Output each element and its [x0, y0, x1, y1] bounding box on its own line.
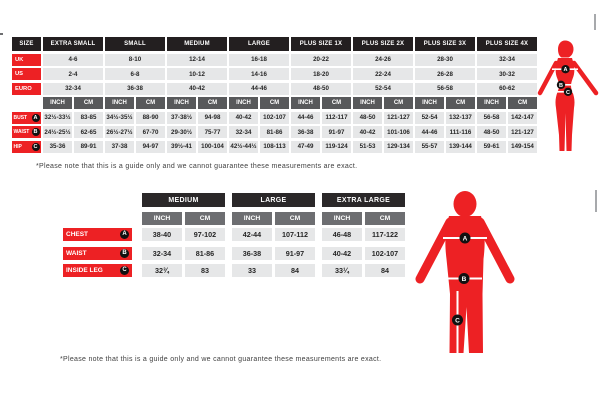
measure-value-cell: 52-54	[415, 112, 444, 124]
measure-label	[12, 141, 41, 153]
female-left-arm	[540, 63, 556, 93]
measure-value-cell: 56-58	[477, 112, 506, 124]
measure-value-cell: 24½-25½	[43, 126, 72, 138]
unit-header-cell: INCH	[43, 97, 72, 109]
men-measure-value-cell: 91-97	[275, 247, 315, 260]
region-row-euro	[12, 83, 537, 95]
size-value-cell: 24-26	[353, 54, 413, 66]
scrollbar-fragment-top	[594, 14, 596, 30]
men-measure-value-cell: 84	[365, 264, 405, 277]
edge-artifact	[0, 33, 3, 35]
female-right-arm	[574, 63, 596, 93]
marker-badge: B	[32, 128, 40, 136]
measure-value-cell: 40-42	[229, 112, 258, 124]
size-value-cell: 36-38	[105, 83, 165, 95]
unit-header-cell: CM	[322, 97, 351, 109]
measure-value-cell: 44-46	[415, 126, 444, 138]
men-table-note: *Please note that this is a guide only and we cannot guarantee these measurements are exact.	[60, 356, 382, 363]
unit-header-cell: INCH	[105, 97, 134, 109]
men-measure-label-text: INSIDE LEG	[66, 266, 103, 274]
men-size-column-header-3: EXTRA LARGE	[322, 193, 405, 207]
measure-value-cell: 42½-44½	[229, 141, 258, 153]
men-measure-value-cell: 32-34	[142, 247, 182, 260]
men-unit-header-cell: CM	[365, 212, 405, 225]
men-unit-header-cell: CM	[275, 212, 315, 225]
men-measure-value-cell: 117-122	[365, 228, 405, 241]
measure-value-cell: 102-107	[260, 112, 289, 124]
size-value-cell: 4-6	[43, 54, 103, 66]
size-value-cell: 32-34	[43, 83, 103, 95]
female-marker-a-label: A	[563, 67, 568, 74]
measure-value-cell: 121-127	[508, 126, 537, 138]
marker-badge: B	[120, 249, 129, 258]
measure-row-waist	[12, 126, 537, 138]
men-measure-value-cell: 36-38	[232, 247, 272, 260]
marker-badge: A	[32, 114, 40, 122]
measure-value-cell: 129-134	[384, 141, 413, 153]
measure-value-cell: 36-38	[291, 126, 320, 138]
men-measure-value-cell: 42-44	[232, 228, 272, 241]
measure-value-cell: 37-38½	[167, 112, 196, 124]
men-measure-value-cell: 102-107	[365, 247, 405, 260]
size-value-cell: 10-12	[167, 68, 227, 80]
unit-header-cell: CM	[384, 97, 413, 109]
size-value-cell: 26-28	[415, 68, 475, 80]
men-unit-header-cell: INCH	[232, 212, 272, 225]
measure-row-bust	[12, 112, 537, 124]
size-column-header-2: SMALL	[105, 37, 165, 51]
measure-value-cell: 55-57	[415, 141, 444, 153]
size-value-cell: 32-34	[477, 54, 537, 66]
men-unit-header-cell: INCH	[142, 212, 182, 225]
measure-value-cell: 47-49	[291, 141, 320, 153]
measure-value-cell: 40-42	[353, 126, 382, 138]
measure-value-cell: 132-137	[446, 112, 475, 124]
measure-value-cell: 29-30½	[167, 126, 196, 138]
men-measure-value-cell: 107-112	[275, 228, 315, 241]
measure-value-cell: 94-98	[198, 112, 227, 124]
marker-badge: C	[32, 143, 40, 151]
size-value-cell: 40-42	[167, 83, 227, 95]
measure-value-cell: 59-61	[477, 141, 506, 153]
measure-label	[12, 126, 41, 138]
measure-value-cell: 100-104	[198, 141, 227, 153]
measure-value-cell: 26½-27½	[105, 126, 134, 138]
size-value-cell: 14-16	[229, 68, 289, 80]
unit-header-cell: CM	[74, 97, 103, 109]
measure-value-cell: 121-127	[384, 112, 413, 124]
men-measure-label	[63, 264, 132, 277]
men-unit-row	[63, 212, 409, 225]
marker-badge: C	[120, 266, 129, 275]
size-column-header-6: PLUS SIZE 2X	[353, 37, 413, 51]
size-column-header-3: MEDIUM	[167, 37, 227, 51]
men-measure-value-cell: 84	[275, 264, 315, 277]
men-measure-value-cell: 32¾	[142, 264, 182, 277]
size-column-header-1: EXTRA SMALL	[43, 37, 103, 51]
size-value-cell: 8-10	[105, 54, 165, 66]
unit-header-cell: INCH	[353, 97, 382, 109]
measure-value-cell: 48-50	[477, 126, 506, 138]
women-header-row	[12, 37, 537, 51]
men-unit-spacer	[63, 212, 139, 225]
region-row-uk	[12, 54, 537, 66]
measure-value-cell: 75-77	[198, 126, 227, 138]
unit-row-spacer	[12, 97, 41, 109]
men-measure-value-cell: 83	[185, 264, 225, 277]
men-measure-value-cell: 81-86	[185, 247, 225, 260]
measure-value-cell: 101-106	[384, 126, 413, 138]
size-value-cell: 48-50	[291, 83, 351, 95]
unit-header-cell: INCH	[167, 97, 196, 109]
unit-header-cell: INCH	[229, 97, 258, 109]
measure-value-cell: 149-154	[508, 141, 537, 153]
measure-value-cell: 111-116	[446, 126, 475, 138]
men-measure-label-text: CHEST	[66, 231, 89, 238]
measure-value-cell: 32-34	[229, 126, 258, 138]
size-value-cell: 22-24	[353, 68, 413, 80]
size-value-cell: 30-32	[477, 68, 537, 80]
unit-header-cell: CM	[136, 97, 165, 109]
men-unit-header-cell: CM	[185, 212, 225, 225]
measure-value-cell: 119-124	[322, 141, 351, 153]
size-header-cell: SIZE	[12, 37, 41, 51]
men-measure-row-waist	[63, 247, 409, 260]
size-value-cell: 56-58	[415, 83, 475, 95]
female-head	[558, 41, 574, 58]
unit-header-cell: INCH	[477, 97, 506, 109]
male-right-arm	[480, 222, 510, 279]
measure-row-hip	[12, 141, 537, 153]
measure-label-text: BUST	[13, 114, 28, 121]
measure-value-cell: 94-97	[136, 141, 165, 153]
measure-value-cell: 89-91	[74, 141, 103, 153]
size-value-cell: 18-20	[291, 68, 351, 80]
size-column-header-5: PLUS SIZE 1X	[291, 37, 351, 51]
women-unit-row	[12, 97, 537, 109]
measure-value-cell: 142-147	[508, 112, 537, 124]
size-value-cell: 6-8	[105, 68, 165, 80]
men-size-column-header-2: LARGE	[232, 193, 315, 207]
unit-header-cell: INCH	[415, 97, 444, 109]
men-size-table	[63, 193, 409, 277]
women-size-table	[12, 37, 537, 155]
men-measure-value-cell: 40-42	[322, 247, 362, 260]
size-value-cell: 44-46	[229, 83, 289, 95]
male-marker-c-label: C	[455, 317, 460, 325]
measure-value-cell: 51-53	[353, 141, 382, 153]
measure-value-cell: 39½-41	[167, 141, 196, 153]
men-measure-value-cell: 33¼	[322, 264, 362, 277]
measure-value-cell: 37-38	[105, 141, 134, 153]
male-marker-a-label: A	[462, 235, 468, 243]
measure-value-cell: 139-144	[446, 141, 475, 153]
measure-value-cell: 88-90	[136, 112, 165, 124]
size-column-header-4: LARGE	[229, 37, 289, 51]
measure-value-cell: 112-117	[322, 112, 351, 124]
men-measure-label	[63, 228, 132, 241]
measure-value-cell: 81-86	[260, 126, 289, 138]
men-measure-value-cell: 38-40	[142, 228, 182, 241]
female-marker-c-label: C	[566, 89, 570, 96]
region-label: EURO	[12, 83, 41, 95]
male-head	[454, 191, 477, 217]
measure-label	[12, 112, 41, 124]
size-column-header-8: PLUS SIZE 4X	[477, 37, 537, 51]
region-row-us	[12, 68, 537, 80]
measure-value-cell: 34½-35½	[105, 112, 134, 124]
size-value-cell: 52-54	[353, 83, 413, 95]
measure-value-cell: 35-36	[43, 141, 72, 153]
size-value-cell: 2-4	[43, 68, 103, 80]
men-measure-label	[63, 247, 132, 260]
region-label: UK	[12, 54, 41, 66]
men-header-row	[63, 193, 409, 207]
measure-value-cell: 62-65	[74, 126, 103, 138]
men-measure-value-cell: 33	[232, 264, 272, 277]
unit-header-cell: CM	[198, 97, 227, 109]
measure-value-cell: 67-70	[136, 126, 165, 138]
size-value-cell: 16-18	[229, 54, 289, 66]
men-unit-header-cell: INCH	[322, 212, 362, 225]
measure-value-cell: 83-85	[74, 112, 103, 124]
unit-header-cell: CM	[446, 97, 475, 109]
measure-value-cell: 91-97	[322, 126, 351, 138]
scrollbar-fragment-mid	[595, 190, 597, 212]
unit-header-cell: CM	[260, 97, 289, 109]
size-value-cell: 20-22	[291, 54, 351, 66]
male-left-arm	[420, 222, 450, 279]
measure-label-text: WAIST	[13, 129, 30, 135]
region-label: US	[12, 68, 41, 80]
men-header-spacer	[63, 193, 139, 207]
unit-header-cell: INCH	[291, 97, 320, 109]
size-value-cell: 12-14	[167, 54, 227, 66]
measure-value-cell: 108-113	[260, 141, 289, 153]
men-measure-value-cell: 46-48	[322, 228, 362, 241]
marker-badge: A	[120, 230, 129, 239]
measure-label-text: HIP	[13, 143, 22, 150]
women-table-note: *Please note that this is a guide only and we cannot guarantee these measurements are exact.	[36, 163, 358, 170]
men-measure-row-chest	[63, 228, 409, 241]
measure-value-cell: 32½-33½	[43, 112, 72, 124]
female-figure	[537, 40, 599, 155]
female-marker-b-label: B	[559, 82, 563, 89]
male-figure	[412, 191, 518, 361]
male-marker-b-label: B	[461, 276, 467, 283]
men-measure-value-cell: 97-102	[185, 228, 225, 241]
size-column-header-7: PLUS SIZE 3X	[415, 37, 475, 51]
measure-value-cell: 48-50	[353, 112, 382, 124]
men-measure-row-inside-leg	[63, 264, 409, 277]
measure-value-cell: 44-46	[291, 112, 320, 124]
men-measure-label-text: WAIST	[66, 250, 87, 257]
size-value-cell: 28-30	[415, 54, 475, 66]
unit-header-cell: CM	[508, 97, 537, 109]
men-size-column-header-1: MEDIUM	[142, 193, 225, 207]
size-value-cell: 60-62	[477, 83, 537, 95]
